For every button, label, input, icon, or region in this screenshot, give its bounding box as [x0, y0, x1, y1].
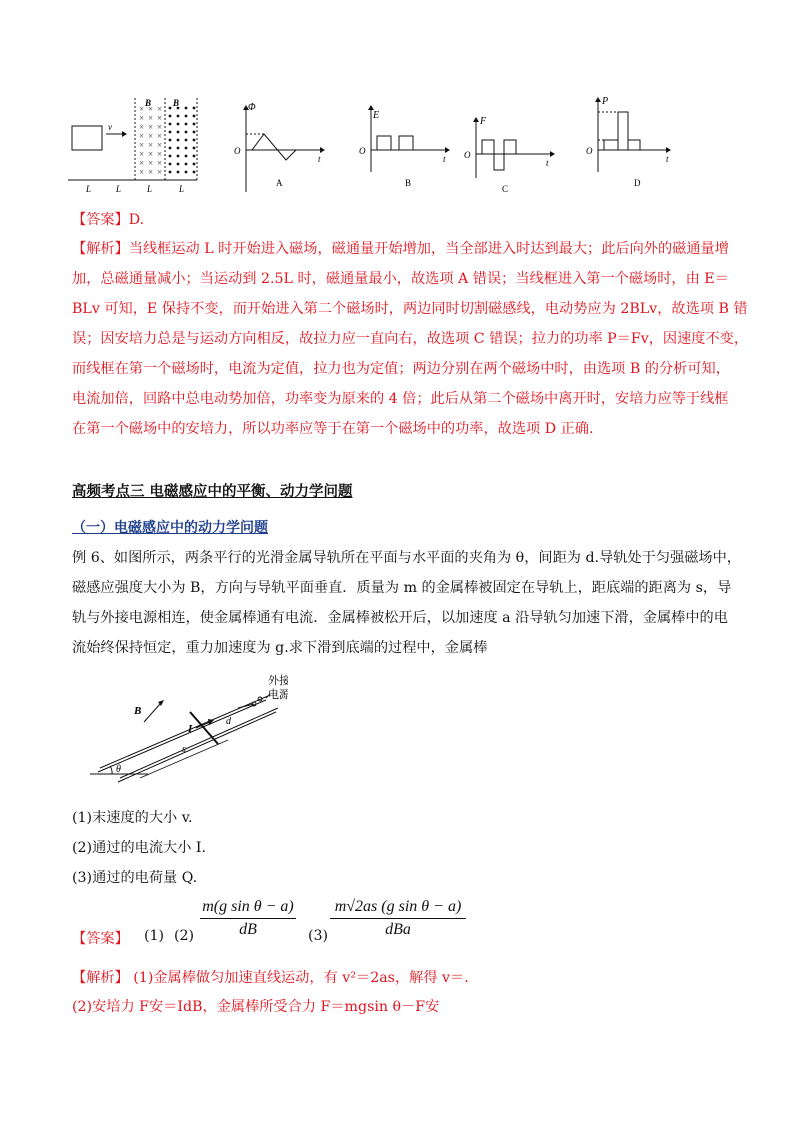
analysis-1-line: 电流加倍，回路中总电动势加倍，功率变为原来的 4 倍；此后从第二个磁场中离开时，安培力应等于线框: [72, 391, 729, 407]
answer-2-part2: (2): [174, 928, 195, 944]
analysis-1-line: 误；因安培力总是与运动方向相反，故拉力应一直向右，故选项 C 错误；拉力的功率 P＝Fv，因速度不变，: [72, 331, 749, 347]
field-dot: [169, 171, 172, 174]
field-dot: [193, 163, 196, 166]
graph-c: [464, 116, 555, 194]
field-cross: ×: [157, 113, 163, 123]
example-line: 流始终保持恒定，重力加速度为 g.求下滑到底端的过程中，金属棒: [72, 640, 488, 656]
field-dot: [169, 107, 172, 110]
field-cross: ×: [139, 140, 145, 150]
section-title: 高频考点三 电磁感应中的平衡、动力学问题: [72, 483, 353, 500]
answer-2-fraction: [200, 898, 296, 939]
analysis-2-line: 【解析】 (1)金属棒做匀加速直线运动，有 v²＝2as，解得 v＝.: [72, 970, 469, 986]
field-dot: [193, 115, 196, 118]
svg-text:B: B: [145, 98, 152, 108]
answer-2-part3: (3): [308, 928, 329, 944]
field-cross: ×: [148, 122, 154, 132]
analysis-1-line: BLv 可知，E 保持不变，而开始进入第二个磁场时，两边同时切割磁感线，电动势应为 2BLv，故选项 B 错: [72, 301, 748, 317]
field-dot: [169, 115, 172, 118]
field-cross: ×: [157, 140, 163, 150]
svg-text:t: t: [443, 154, 446, 164]
field-dot: [185, 107, 188, 110]
analysis-1-line: 加，总磁通量减小；当运动到 2.5L 时，磁通量最小，故选项 A 错误；当线框进入第一个磁场时，由 E＝: [72, 271, 729, 287]
svg-text:C: C: [502, 184, 509, 194]
field-dot: [169, 155, 172, 158]
graph-d: [586, 96, 671, 188]
svg-text:Φ: Φ: [248, 102, 256, 113]
svg-text:s: s: [182, 744, 186, 755]
rail-figure: [88, 670, 288, 790]
field-dot: [185, 123, 188, 126]
svg-text:外接: 外接: [268, 675, 288, 687]
field-dot: [185, 131, 188, 134]
field-dot: [185, 163, 188, 166]
svg-text:d: d: [226, 716, 231, 727]
field-dot: [177, 163, 180, 166]
analysis-1-line: 在第一个磁场中的安培力，所以功率应等于在第一个磁场中的功率，故选项 D 正确.: [72, 421, 594, 437]
field-cross: ×: [148, 131, 154, 141]
question-3: (3)通过的电荷量 Q.: [72, 870, 198, 886]
field-dot: [193, 155, 196, 158]
svg-text:t: t: [666, 154, 669, 164]
field-dot: [193, 139, 196, 142]
field-cross: ×: [157, 131, 163, 141]
field-cross: ×: [139, 158, 145, 168]
field-dot: [169, 163, 172, 166]
answer-3-fraction: [330, 898, 466, 939]
graph-b: [359, 105, 450, 188]
graph-a: [234, 102, 325, 192]
field-dot: [177, 155, 180, 158]
field-dot: [193, 107, 196, 110]
svg-text:L: L: [86, 184, 92, 194]
field-dot: [185, 147, 188, 150]
field-cross: ×: [148, 140, 154, 150]
svg-text:v: v: [108, 122, 112, 132]
analysis-1-line: 而线框在第一个磁场时，电流为定值，拉力也为定值；两边分别在两个磁场中时，由选项 B 的分析可知，: [72, 361, 730, 377]
svg-text:L: L: [179, 184, 185, 194]
svg-text:电源: 电源: [268, 689, 288, 701]
field-dot: [169, 131, 172, 134]
field-dot: [185, 139, 188, 142]
field-dot: [177, 147, 180, 150]
example-line: 轨与外接电源相连，使金属棒通有电流．金属棒被松开后，以加速度 a 沿导轨匀加速下滑，金属棒中的电: [72, 610, 728, 626]
rail-figure-svg: [88, 670, 288, 790]
field-dot: [193, 131, 196, 134]
answer-1: 【答案】D.: [72, 212, 145, 228]
svg-text:L: L: [147, 184, 153, 194]
field-cross: ×: [139, 167, 145, 177]
field-dot: [177, 115, 180, 118]
field-cross: ×: [157, 104, 163, 114]
question-2: (2)通过的电流大小 I.: [72, 840, 207, 856]
field-dot: [185, 115, 188, 118]
svg-text:D: D: [634, 178, 641, 188]
field-cross: ×: [148, 104, 154, 114]
answer-2-label: 【答案】: [72, 931, 129, 947]
example-line: 磁感应强度大小为 B，方向与导轨平面垂直．质量为 m 的金属棒被固定在导轨上，距底端的距离为 s，导: [72, 580, 732, 596]
svg-text:t: t: [546, 158, 549, 168]
field-cross: ×: [148, 113, 154, 123]
field-cross: ×: [139, 122, 145, 132]
field-dot: [193, 171, 196, 174]
induction-figure-svg: [60, 92, 700, 196]
field-dot: [185, 171, 188, 174]
field-dot: [177, 171, 180, 174]
svg-text:E: E: [373, 110, 380, 121]
field-dot: [169, 139, 172, 142]
induction-figure: [60, 92, 700, 196]
svg-text:O: O: [359, 146, 366, 156]
svg-text:P: P: [602, 96, 609, 107]
svg-text:θ: θ: [116, 764, 121, 775]
svg-text:B: B: [134, 705, 142, 717]
field-dot: [169, 123, 172, 126]
field-dot: [169, 147, 172, 150]
field-cross: ×: [148, 158, 154, 168]
svg-text:F: F: [480, 116, 487, 127]
example-line: 例 6、如图所示，两条平行的光滑金属导轨所在平面与水平面的夹角为 θ，间距为 d.导轨处于匀强磁场中，: [72, 550, 741, 566]
field-dot: [177, 131, 180, 134]
field-dot: [193, 123, 196, 126]
field-dot: [185, 155, 188, 158]
field-cross: ×: [148, 149, 154, 159]
field-dot: [177, 123, 180, 126]
field-cross: ×: [157, 149, 163, 159]
field-cross: ×: [157, 158, 163, 168]
svg-text:I: I: [188, 723, 193, 735]
svg-text:A: A: [276, 178, 283, 188]
field-cross: ×: [148, 167, 154, 177]
svg-text:t: t: [318, 154, 321, 164]
field-dot: [193, 147, 196, 150]
field-cross: ×: [139, 113, 145, 123]
fraction-denominator: dB: [239, 921, 257, 938]
fraction-numerator: m(g sin θ − a): [202, 898, 294, 915]
svg-text:O: O: [464, 150, 471, 160]
question-1: (1)末速度的大小 v.: [72, 810, 193, 826]
svg-text:L: L: [116, 184, 122, 194]
field-cross: ×: [157, 167, 163, 177]
svg-text:O: O: [586, 146, 593, 156]
answer-2-part1: (1): [144, 928, 165, 944]
field-dot: [177, 139, 180, 142]
svg-text:O: O: [234, 146, 241, 156]
analysis-2-line: (2)安培力 F安＝IdB，金属棒所受合力 F＝mgsin θ－F安: [72, 999, 440, 1015]
svg-text:B: B: [405, 178, 412, 188]
field-cross: ×: [139, 131, 145, 141]
field-cross: ×: [139, 149, 145, 159]
fraction-numerator: m√2as (g sin θ − a): [334, 898, 462, 915]
field-cross: ×: [157, 122, 163, 132]
field-cross: ×: [139, 104, 145, 114]
svg-text:B: B: [173, 98, 180, 108]
analysis-1-line: 【解析】当线框运动 L 时开始进入磁场，磁通量开始增加，当全部进入时达到最大；此后向外的磁通量增: [72, 241, 729, 257]
sub-title: （一）电磁感应中的动力学问题: [72, 520, 268, 536]
fraction-denominator: dBa: [385, 921, 411, 938]
